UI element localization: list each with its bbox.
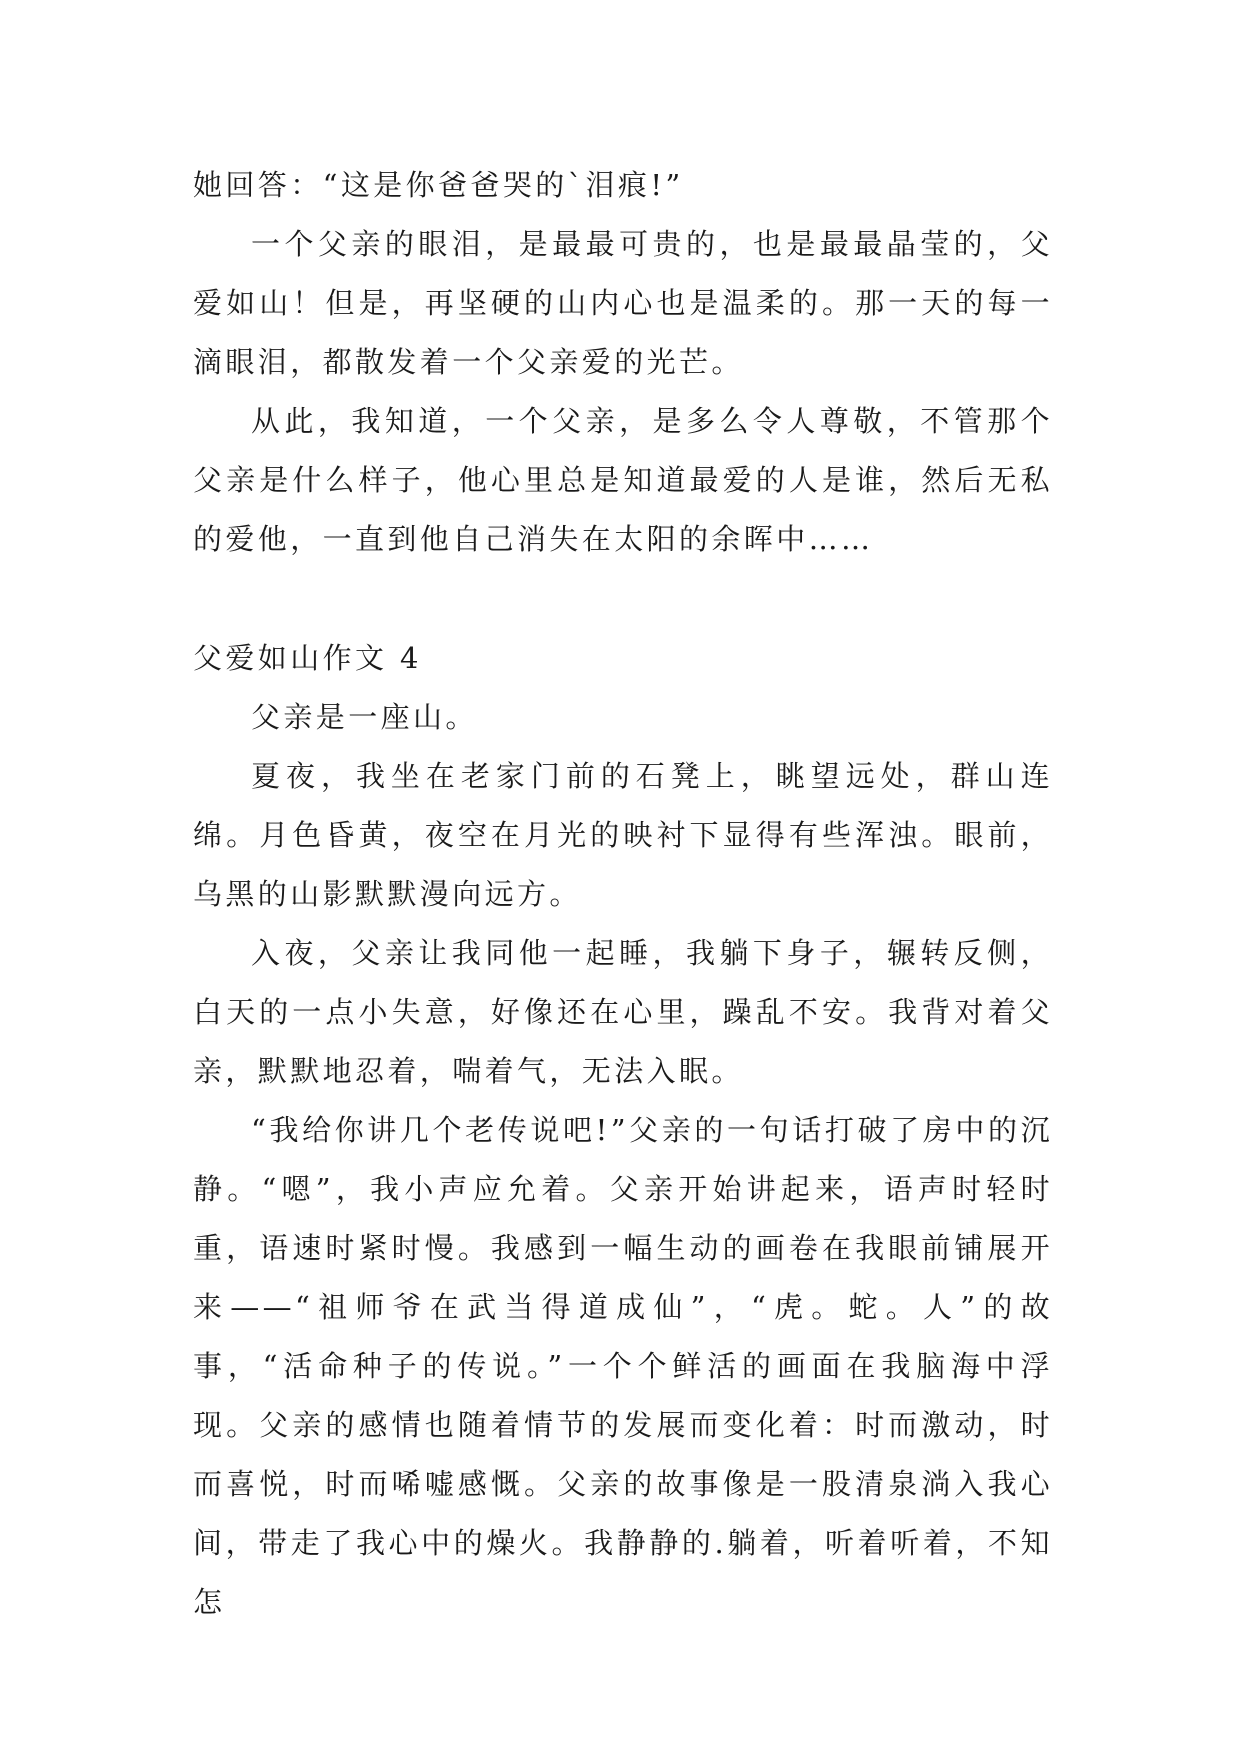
paragraph: 她回答：“这是你爸爸哭的`泪痕!” [193,168,684,202]
paragraph: 夏夜，我坐在老家门前的石凳上，眺望远处，群山连绵。月色昏黄，夜空在月光的映衬下显得有些浑浊。眼前，乌黑的山影默默漫向远方。 [193,759,1053,911]
section-gap [193,569,1053,629]
paragraph: 从此，我知道，一个父亲，是多么令人尊敬，不管那个父亲是什么样子，他心里总是知道最爱的人是谁，然后无私的爱他，一直到他自己消失在太阳的余晖中…… [193,404,1053,556]
paragraph: 入夜，父亲让我同他一起睡，我躺下身子，辗转反侧，白天的一点小失意，好像还在心里，躁乱不安。我背对着父亲，默默地忍着，喘着气，无法入眠。 [193,936,1053,1088]
paragraph: 一个父亲的眼泪，是最最可贵的，也是最最晶莹的，父爱如山！但是，再坚硬的山内心也是温柔的。那一天的每一滴眼泪，都散发着一个父亲爱的光芒。 [193,227,1053,379]
section-title: 父爱如山作文 4 [193,641,422,675]
paragraph: 父亲是一座山。 [251,700,478,734]
document-body [193,156,1053,1632]
paragraph: “我给你讲几个老传说吧!”父亲的一句话打破了房中的沉静。“嗯”，我小声应允着。父亲开始讲起来，语声时轻时重，语速时紧时慢。我感到一幅生动的画卷在我眼前铺展开来——“祖师爷在武当得道成仙”，“虎。蛇。人”的故事，“活命种子的传说。”一个个鲜活的画面在我脑海中浮现。父亲的感情也随着情节的发展而变化着：时而激动，时而喜悦，时而唏嘘感慨。父亲的故事像是一股清泉淌入我心间，带走了我心中的燥火。我静静的.躺着，听着听着，不知怎 [193,1113,1053,1619]
